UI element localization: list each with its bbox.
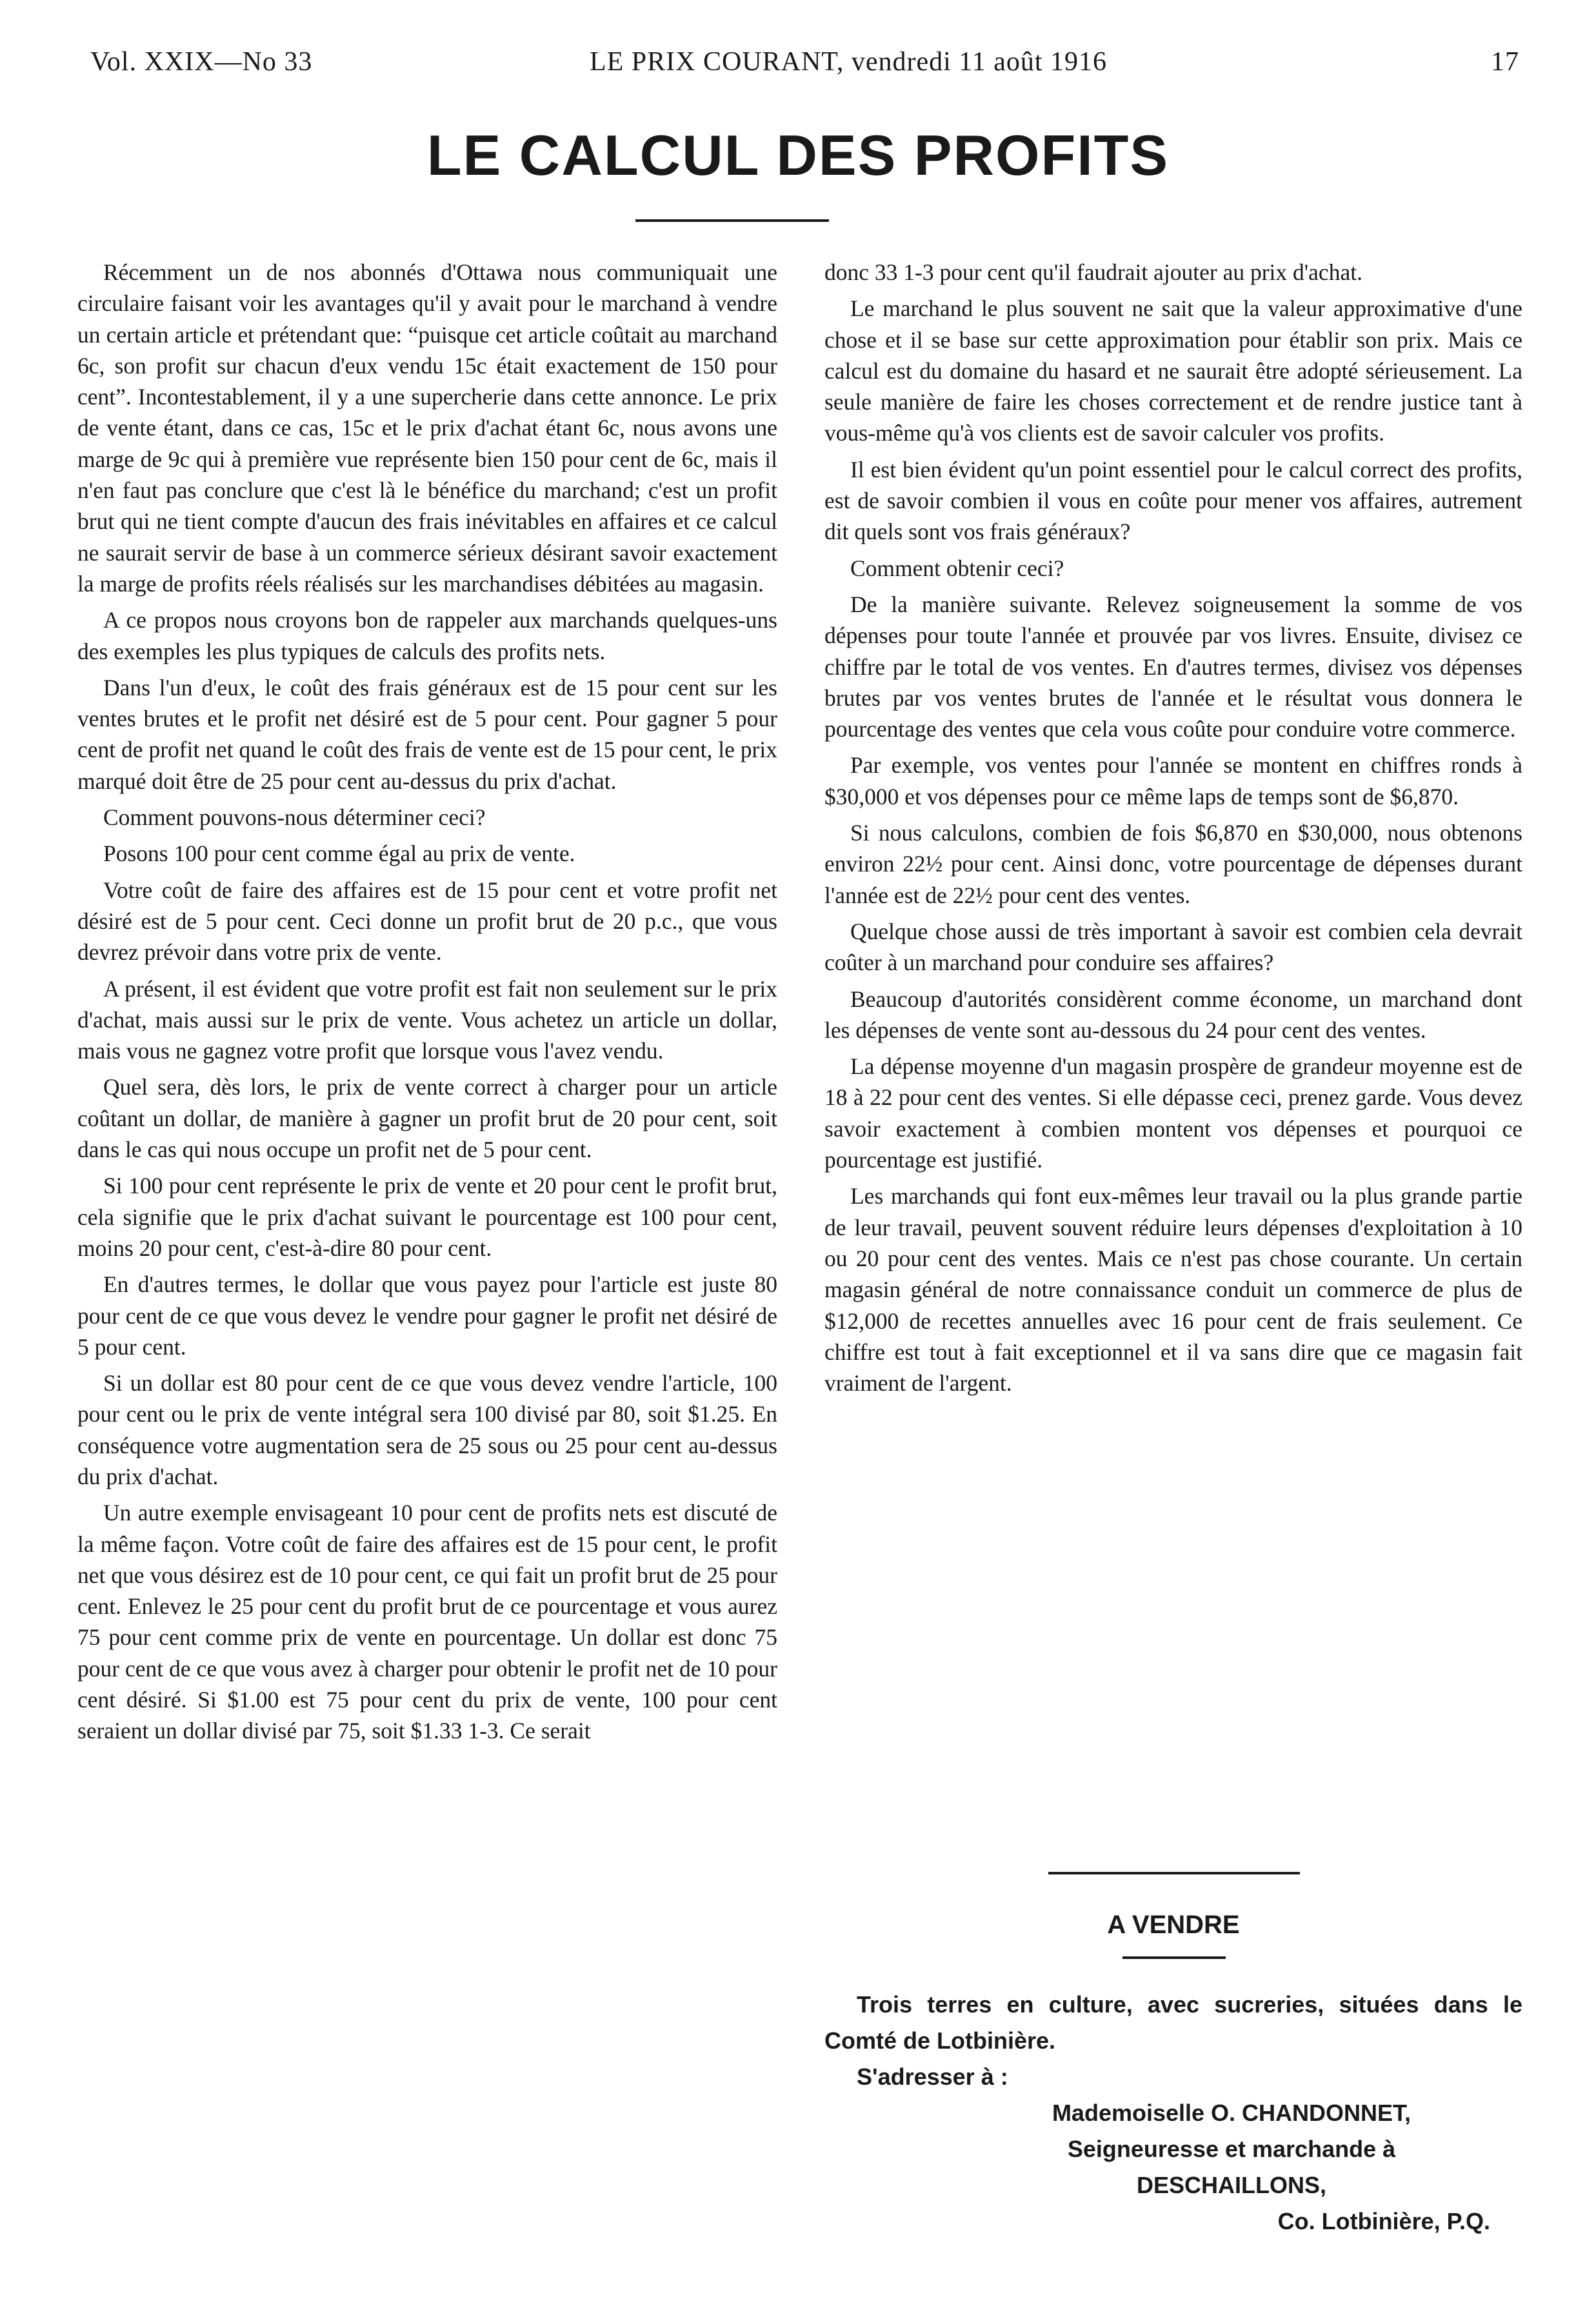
paragraph: Quel sera, dès lors, le prix de vente correct à charger pour un article coûtant un dollar, de manière à gagner un profit brut de 20 pour cent, soit dans le cas qui nous occupe un profit net de 5 pour cent.	[77, 1074, 777, 1163]
advertisement-contact-intro: S'adresser à :	[857, 2063, 1008, 2090]
publication-title-date: LE PRIX COURANT, vendredi 11 août 1916	[589, 47, 1108, 77]
paragraph: Si un dollar est 80 pour cent de ce que vous devez vendre l'article, 100 pour cent ou le prix de vente intégral sera 100 divisé par 80, soit $1.25. En conséquence votre augmentation sera de 25 sous ou 25 pour cent au-dessus du prix d'achat.	[77, 1370, 777, 1489]
article-title: LE CALCUL DES PROFITS	[426, 123, 1170, 187]
paragraph: Posons 100 pour cent comme égal au prix de vente.	[103, 840, 575, 867]
paragraph: Si nous calculons, combien de fois $6,870 en $30,000, nous obtenons environ 22½ pour cent. Ainsi donc, votre pourcentage de dépenses durant l'année est de 22½ pour cent des ventes.	[824, 820, 1522, 908]
volume-number: Vol. XXIX—No 33	[90, 47, 313, 77]
paragraph: De la manière suivante. Relevez soigneusement la somme de vos dépenses pour toute l'année et prouvée par vos livres. Ensuite, divisez ce chiffre par le total de vos ventes. En d'autres termes, divisez vos dépenses brutes par vos ventes brutes de l'année et le résultat vous donnera le pourcentage des ventes que cela vous coûte pour conduire votre commerce.	[824, 591, 1522, 742]
paragraph-continuation: donc 33 1-3 pour cent qu'il faudrait ajouter au prix d'achat.	[824, 259, 1362, 285]
advertisement-divider	[1048, 1872, 1300, 1874]
advertisement-description: Trois terres en culture, avec sucreries, situées dans le Comté de Lotbinière.	[824, 1991, 1522, 2054]
advertisement-address-line: Co. Lotbinière, P.Q.	[1277, 2208, 1490, 2234]
paragraph: Quelque chose aussi de très important à savoir est combien cela devrait coûter à un marchand pour conduire ses affaires?	[824, 918, 1522, 976]
paragraph: A présent, il est évident que votre profit est fait non seulement sur le prix d'achat, mais aussi sur le prix de vente. Vous achetez un article un dollar, mais vous ne gagnez votre profit que lorsque vous l'avez vendu.	[77, 975, 777, 1064]
paragraph: Le marchand le plus souvent ne sait que la valeur approximative d'une chose et il se base sur cette approximation pour établir son prix. Mais ce calcul est du domaine du hasard et ne saurait être adopté sérieusement. La seule manière de faire les choses correctement et de rendre justice tant à vous-même qu'à vos clients est de savoir calculer vos profits.	[824, 295, 1522, 446]
advertisement-address-line: Seigneuresse et marchande à	[1067, 2136, 1396, 2162]
advertisement-heading: A VENDRE	[1107, 1911, 1240, 1939]
paragraph: A ce propos nous croyons bon de rappeler aux marchands quelques-uns des exemples les plus typiques de calculs des profits nets.	[77, 607, 777, 664]
advertisement-address-line: DESCHAILLONS,	[1136, 2172, 1326, 2198]
paragraph: Votre coût de faire des affaires est de 15 pour cent et votre profit net désiré est de 5 pour cent. Ceci donne un profit brut de 20 p.c., que vous devrez prévoir dans votre prix de vente.	[77, 877, 777, 966]
paragraph: La dépense moyenne d'un magasin prospère de grandeur moyenne est de 18 à 22 pour cent des ventes. Si elle dépasse ceci, prenez garde. Vous devez savoir exactement à combien montent vos dépenses et pourquoi ce pourcentage est justifié.	[824, 1053, 1522, 1173]
paragraph: Un autre exemple envisageant 10 pour cent de profits nets est discuté de la même façon. Votre coût de faire des affaires est de 15 pour cent, le profit net que vous désirez est de 10 pour cent, ce qui fait un profit brut de 25 pour cent. Enlevez le 25 pour cent du profit brut de ce pourcentage et vous aurez 75 pour cent comme prix de vente en pourcentage. Un dollar est donc 75 pour cent de ce que vous avez à charger pour obtenir le profit net de 10 pour cent désiré. Si $1.00 est 75 pour cent du prix de vente, 100 pour cent seraient un dollar divisé par 75, soit $1.33 1-3. Ce serait	[77, 1500, 777, 1744]
paragraph: Comment obtenir ceci?	[850, 555, 1064, 581]
page-number: 17	[1491, 47, 1519, 77]
page-header	[90, 46, 1519, 85]
paragraph: Il est bien évident qu'un point essentiel pour le calcul correct des profits, est de savoir combien il vous en coûte pour mener vos affaires, autrement dit quels sont vos frais généraux?	[824, 456, 1522, 545]
left-column	[77, 257, 777, 1752]
advertisement	[824, 1987, 1522, 2240]
advertisement-address-line: Mademoiselle O. CHANDONNET,	[1052, 2100, 1411, 2126]
paragraph: Dans l'un d'eux, le coût des frais généraux est de 15 pour cent sur les ventes brutes et le profit net désiré est de 5 pour cent. Pour gagner 5 pour cent de profit net quand le coût des frais de vente est de 15 pour cent, le prix marqué doit être de 25 pour cent au-dessus du prix d'achat.	[77, 674, 777, 794]
paragraph: Si 100 pour cent représente le prix de vente et 20 pour cent le profit brut, cela signifie que le prix d'achat suivant le pourcentage est 100 pour cent, moins 20 pour cent, c'est-à-dire 80 pour cent.	[77, 1173, 777, 1261]
paragraph: Par exemple, vos ventes pour l'année se montent en chiffres ronds à $30,000 et vos dépenses pour ce même laps de temps sont de $6,870.	[824, 752, 1522, 810]
paragraph: En d'autres termes, le dollar que vous payez pour l'article est juste 80 pour cent de ce que vous devez le vendre pour gagner le profit net désiré de 5 pour cent.	[77, 1271, 777, 1360]
paragraph: Les marchands qui font eux-mêmes leur travail ou la plus grande partie de leur travail, peuvent souvent réduire leurs dépenses d'exploitation à 10 ou 20 pour cent des ventes. Mais ce n'est pas chose courante. Un certain magasin général de notre connaissance conduit un commerce de plus de $12,000 de recettes annuelles avec 16 pour cent de frais seulement. Ce chiffre est tout à fait exceptionnel et il va sans dire que ce magasin fait vraiment de l'argent.	[824, 1183, 1522, 1397]
title-divider	[635, 219, 829, 222]
paragraph: Récemment un de nos abonnés d'Ottawa nous communiquait une circulaire faisant voir les avantages qu'il y avait pour le marchand à vendre un certain article et prétendant que: “puisque cet article coûtait au marchand 6c, son profit sur chacun d'eux vendu 15c était exactement de 150 pour cent”. Incontestablement, il y a une supercherie dans cette annonce. Le prix de vente étant, dans ce cas, 15c et le prix d'achat étant 6c, nous avons une marge de 9c qui à première vue représente bien 150 pour cent de 6c, mais il n'en faut pas conclure que c'est là le bénéfice du marchand; c'est un profit brut qui ne tient compte d'aucun des frais inévitables en affaires et ce calcul ne saurait servir de base à un commerce sérieux désirant savoir exactement la marge de profits réels réalisés sur les marchandises débitées au magasin.	[77, 259, 777, 597]
advertisement-heading-rule	[1122, 1956, 1226, 1959]
right-column	[824, 257, 1522, 1404]
paragraph: Comment pouvons-nous déterminer ceci?	[103, 804, 486, 831]
paragraph: Beaucoup d'autorités considèrent comme économe, un marchand dont les dépenses de vente sont au-dessous du 24 pour cent des ventes.	[824, 986, 1522, 1043]
